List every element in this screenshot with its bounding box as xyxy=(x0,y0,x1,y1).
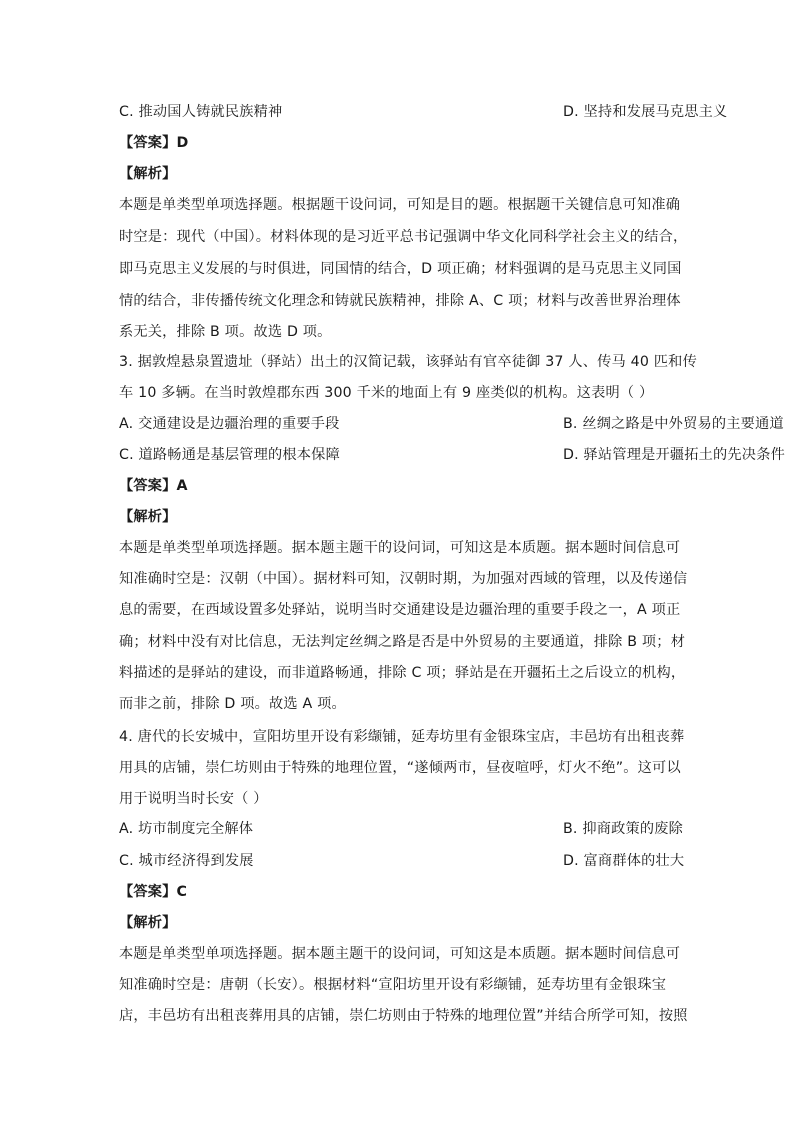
q3-option-d: D. 驿站管理是开疆拓土的先决条件 xyxy=(563,447,785,463)
q3-analysis-label: 【解析】 xyxy=(119,509,177,525)
q3-option-b: B. 丝绸之路是中外贸易的主要通道 xyxy=(563,416,784,432)
q2-option-c: C. 推动国人铸就民族精神 xyxy=(119,104,283,120)
q3-option-a: A. 交通建设是边疆治理的重要手段 xyxy=(119,416,340,432)
q3-analysis-line: 料描述的是驿站的建设，而非道路畅通，排除 C 项；驿站是在开疆拓土之后设立的机构， xyxy=(119,665,686,681)
q2-answer: 【答案】D xyxy=(119,135,189,151)
q2-analysis-line: 系无关，排除 B 项。故选 D 项。 xyxy=(119,324,332,340)
q4-options-row-1 xyxy=(119,819,684,839)
q4-options-row-2 xyxy=(119,851,685,871)
q3-option-c: C. 道路畅通是基层管理的根本保障 xyxy=(119,447,340,463)
q4-answer: 【答案】C xyxy=(119,884,188,900)
q3-analysis-line: 知准确时空是：汉朝（中国）。据材料可知，汉朝时期，为加强对西域的管理，以及传递信 xyxy=(119,571,688,587)
q3-analysis-line: 确；材料中没有对比信息，无法判定丝绸之路是否是中外贸易的主要通道，排除 B 项；材 xyxy=(119,634,686,650)
q3-stem-line: 车 10 多辆。在当时敦煌郡东西 300 千米的地面上有 9 座类似的机构。这表明（ ） xyxy=(119,385,654,401)
q2-analysis-line: 时空是：现代（中国）。材料体现的是习近平总书记强调中华文化同科学社会主义的结合， xyxy=(119,229,688,245)
q4-option-d: D. 富商群体的壮大 xyxy=(563,853,685,869)
q2-analysis-line: 即马克思主义发展的与时俱进，同国情的结合，D 项正确；材料强调的是马克思主义同国 xyxy=(119,261,682,277)
q3-options-row-1 xyxy=(119,414,784,434)
q3-analysis-line: 息的需要，在西域设置多处驿站，说明当时交通建设是边疆治理的重要手段之一，A 项正 xyxy=(119,602,681,618)
q3-analysis-line: 而非之前，排除 D 项。故选 A 项。 xyxy=(119,696,346,712)
q4-option-a: A. 坊市制度完全解体 xyxy=(119,821,254,837)
q4-stem-line: 4. 唐代的长安城中，宣阳坊里开设有彩缬铺，延寿坊里有金银珠宝店，丰邑坊有出租丧葬 xyxy=(119,729,685,745)
q2-option-d: D. 坚持和发展马克思主义 xyxy=(563,104,728,120)
q2-analysis-line: 本题是单类型单项选择题。根据题干设问词，可知是目的题。根据题干关键信息可知准确 xyxy=(119,197,681,213)
q3-options-row-2 xyxy=(119,445,785,465)
q3-stem-line: 3. 据敦煌悬泉置遗址（驿站）出土的汉简记载，该驿站有官卒徒御 37 人、传马 40 匹和传 xyxy=(119,354,697,370)
q4-option-c: C. 城市经济得到发展 xyxy=(119,853,254,869)
q3-analysis-line: 本题是单类型单项选择题。据本题主题干的设问词，可知这是本质题。据本题时间信息可 xyxy=(119,540,681,556)
q2-options-row xyxy=(119,102,728,122)
q4-option-b: B. 抑商政策的废除 xyxy=(563,821,684,837)
q4-stem-line: 用于说明当时长安（ ） xyxy=(119,791,268,807)
q2-analysis-label: 【解析】 xyxy=(119,166,177,182)
q4-analysis-line: 本题是单类型单项选择题。据本题主题干的设问词，可知这是本质题。据本题时间信息可 xyxy=(119,946,681,962)
q4-stem-line: 用具的店铺，崇仁坊则由于特殊的地理位置，“遂倾两市，昼夜喧呼，灯火不绝”。这可以 xyxy=(119,760,681,776)
q4-analysis-line: 店，丰邑坊有出租丧葬用具的店铺，崇仁坊则由于特殊的地理位置”并结合所学可知，按照 xyxy=(119,1008,688,1024)
q4-analysis-label: 【解析】 xyxy=(119,915,177,931)
q3-answer: 【答案】A xyxy=(119,478,188,494)
q2-analysis-line: 情的结合，非传播传统文化理念和铸就民族精神，排除 A、C 项；材料与改善世界治理体 xyxy=(119,293,681,309)
q4-analysis-line: 知准确时空是：唐朝（长安）。根据材料“宣阳坊里开设有彩缬铺，延寿坊里有金银珠宝 xyxy=(119,977,667,993)
